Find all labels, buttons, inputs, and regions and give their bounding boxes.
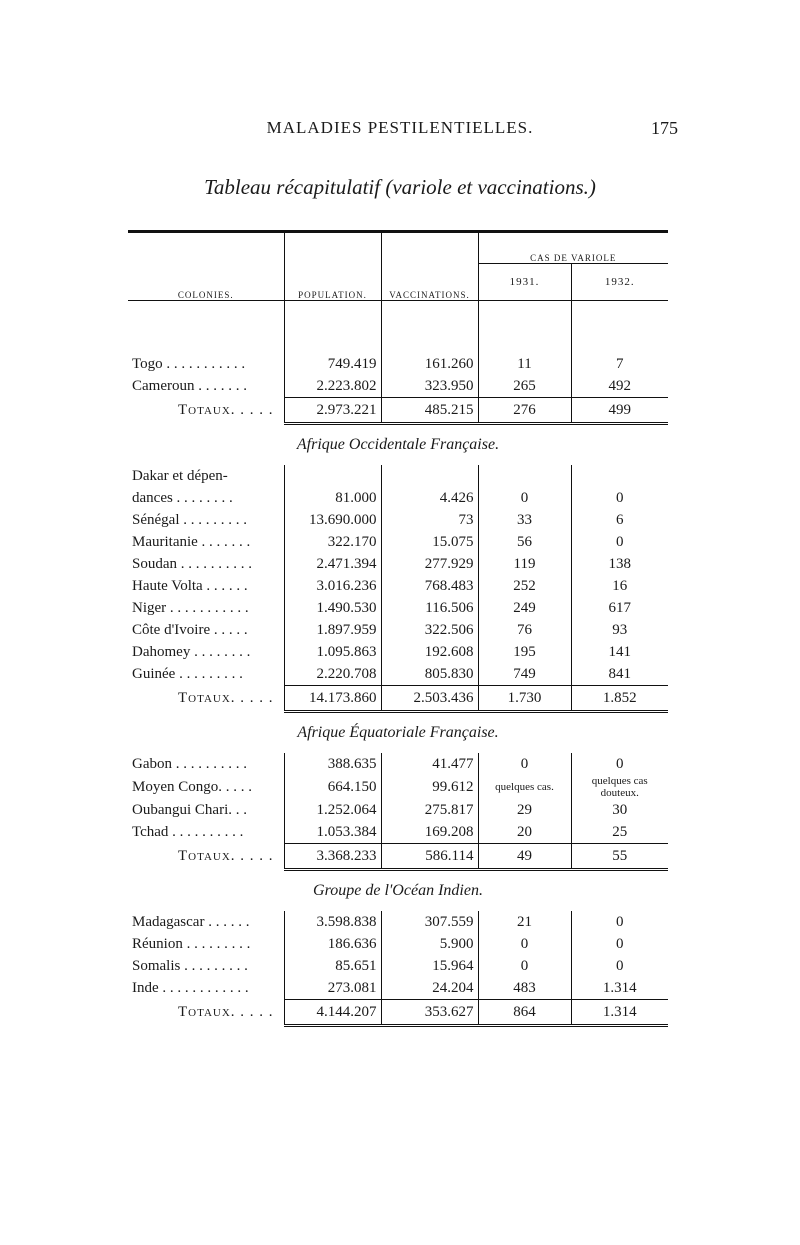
table-row	[128, 955, 668, 977]
cases-1932-value: 492	[571, 375, 668, 398]
vaccinations-value: 15.964	[381, 955, 478, 977]
population-value: 664.150	[284, 775, 381, 799]
vaccinations-value: 307.559	[381, 911, 478, 933]
table-row	[128, 375, 668, 398]
cases-1931-value: 749	[478, 663, 571, 686]
population-value: 186.636	[284, 933, 381, 955]
table-row	[128, 509, 668, 531]
total-cases-1931: 276	[478, 398, 571, 424]
population-value: 81.000	[284, 487, 381, 509]
cases-1931-value: 20	[478, 821, 571, 844]
total-cases-1932: 55	[571, 844, 668, 870]
population-value: 3.598.838	[284, 911, 381, 933]
cases-1931-value: 0	[478, 933, 571, 955]
total-population: 3.368.233	[284, 844, 381, 870]
population-value: 388.635	[284, 753, 381, 775]
table-row	[128, 753, 668, 775]
total-cases-1931: 49	[478, 844, 571, 870]
table-row	[128, 619, 668, 641]
vaccinations-value: 99.612	[381, 775, 478, 799]
section-title: Afrique Équatoriale Française.	[297, 724, 499, 741]
cases-1931-value: quelques cas.	[478, 775, 571, 799]
cases-1932-value: 25	[571, 821, 668, 844]
cases-1931-value: 0	[478, 955, 571, 977]
total-vaccinations: 586.114	[381, 844, 478, 870]
section-title: Groupe de l'Océan Indien.	[313, 882, 483, 899]
cases-1931-value: 0	[478, 753, 571, 775]
cases-1932-value: 30	[571, 799, 668, 821]
cases-1932-value: 7	[571, 353, 668, 375]
vaccinations-value: 116.506	[381, 597, 478, 619]
cases-1931-value: 33	[478, 509, 571, 531]
colony-name: Oubangui Chari. . .	[132, 801, 247, 818]
col-header-colonies: COLONIES.	[128, 232, 284, 301]
total-population: 2.973.221	[284, 398, 381, 424]
colony-name: Gabon . . . . . . . . . .	[132, 755, 247, 772]
colony-name: Niger . . . . . . . . . . .	[132, 599, 249, 616]
col-header-1932: 1932.	[571, 264, 668, 301]
page-header	[0, 118, 800, 142]
colony-name: Sénégal . . . . . . . . .	[132, 511, 247, 528]
population-value: 85.651	[284, 955, 381, 977]
colony-name: Côte d'Ivoire . . . . .	[132, 621, 248, 638]
table-row	[128, 487, 668, 509]
total-row	[128, 1000, 668, 1026]
vaccinations-value: 41.477	[381, 753, 478, 775]
total-label: Totaux. . . . .	[178, 848, 274, 864]
table-row	[128, 465, 668, 487]
table-row	[128, 775, 668, 799]
total-label: Totaux. . . . .	[178, 1004, 274, 1020]
table-row	[128, 933, 668, 955]
population-value: 1.897.959	[284, 619, 381, 641]
cases-1931-value: 252	[478, 575, 571, 597]
col-header-vaccinations: VACCINATIONS.	[381, 232, 478, 301]
population-value: 1.095.863	[284, 641, 381, 663]
table-row	[128, 597, 668, 619]
total-cases-1932: 1.314	[571, 1000, 668, 1026]
population-value: 1.252.064	[284, 799, 381, 821]
vaccinations-value: 24.204	[381, 977, 478, 1000]
population-value: 2.471.394	[284, 553, 381, 575]
cases-1932-value: 0	[571, 911, 668, 933]
colony-name: Réunion . . . . . . . . .	[132, 935, 251, 952]
vaccinations-value: 805.830	[381, 663, 478, 686]
vaccinations-value: 277.929	[381, 553, 478, 575]
running-title: MALADIES PESTILENTIELLES.	[266, 118, 534, 137]
section-title: Afrique Occidentale Française.	[296, 436, 500, 453]
colony-name: Togo . . . . . . . . . . .	[132, 355, 246, 372]
total-cases-1931: 864	[478, 1000, 571, 1026]
colony-name: Madagascar . . . . . .	[132, 913, 250, 930]
table-row	[128, 977, 668, 1000]
population-value: 273.081	[284, 977, 381, 1000]
vaccinations-value: 5.900	[381, 933, 478, 955]
population-value: 3.016.236	[284, 575, 381, 597]
cases-1932-value: 617	[571, 597, 668, 619]
table-row	[128, 641, 668, 663]
table-row	[128, 663, 668, 686]
col-header-population: POPULATION.	[284, 232, 381, 301]
col-header-cas-variole: CAS DE VARIOLE	[478, 232, 668, 264]
vaccinations-value	[381, 465, 478, 487]
cases-1932-value: 0	[571, 955, 668, 977]
col-header-1931: 1931.	[478, 264, 571, 301]
cases-1932-value: 0	[571, 531, 668, 553]
table-row	[128, 799, 668, 821]
cases-1932-value: 6	[571, 509, 668, 531]
table-row	[128, 353, 668, 375]
total-row	[128, 398, 668, 424]
colony-name: dances . . . . . . . .	[132, 489, 233, 506]
total-population: 14.173.860	[284, 686, 381, 712]
cases-1932-value: 841	[571, 663, 668, 686]
population-value: 2.220.708	[284, 663, 381, 686]
cases-1931-value: 265	[478, 375, 571, 398]
cases-1931-value: 11	[478, 353, 571, 375]
cases-1932-value: quelques cas douteux.	[571, 775, 668, 799]
total-vaccinations: 2.503.436	[381, 686, 478, 712]
colony-name: Moyen Congo. . . . .	[132, 778, 252, 795]
cases-1931-value: 56	[478, 531, 571, 553]
colony-name: Guinée . . . . . . . . .	[132, 665, 243, 682]
vaccinations-value: 322.506	[381, 619, 478, 641]
total-label: Totaux. . . . .	[178, 402, 274, 418]
cases-1931-value: 29	[478, 799, 571, 821]
population-value: 1.053.384	[284, 821, 381, 844]
population-value	[284, 465, 381, 487]
colony-name: Soudan . . . . . . . . . .	[132, 555, 252, 572]
table-row	[128, 575, 668, 597]
cases-1931-value: 249	[478, 597, 571, 619]
colony-name: Mauritanie . . . . . . .	[132, 533, 251, 550]
population-value: 2.223.802	[284, 375, 381, 398]
cases-1932-value: 0	[571, 933, 668, 955]
total-cases-1932: 499	[571, 398, 668, 424]
vaccinations-value: 192.608	[381, 641, 478, 663]
cases-1931-value: 119	[478, 553, 571, 575]
total-vaccinations: 485.215	[381, 398, 478, 424]
colony-name: Dahomey . . . . . . . .	[132, 643, 251, 660]
vaccinations-value: 275.817	[381, 799, 478, 821]
colony-name: Haute Volta . . . . . .	[132, 577, 248, 594]
page-number: 175	[651, 118, 678, 138]
vaccinations-value: 169.208	[381, 821, 478, 844]
vaccinations-value: 768.483	[381, 575, 478, 597]
table-row	[128, 553, 668, 575]
total-cases-1932: 1.852	[571, 686, 668, 712]
cases-1931-value: 76	[478, 619, 571, 641]
colony-name: Dakar et dépen-	[132, 467, 228, 484]
cases-1932-value: 93	[571, 619, 668, 641]
vaccinations-value: 323.950	[381, 375, 478, 398]
total-label: Totaux. . . . .	[178, 690, 274, 706]
smallpox-vaccination-table	[128, 230, 668, 1027]
vaccinations-value: 73	[381, 509, 478, 531]
vaccinations-value: 4.426	[381, 487, 478, 509]
table-caption: Tableau récapitulatif (variole et vaccinations.)	[204, 175, 596, 199]
colony-name: Inde . . . . . . . . . . . .	[132, 979, 249, 996]
total-row	[128, 686, 668, 712]
cases-1932-value: 138	[571, 553, 668, 575]
colony-name: Cameroun . . . . . . .	[132, 377, 247, 394]
table-row	[128, 911, 668, 933]
vaccinations-value: 15.075	[381, 531, 478, 553]
population-value: 749.419	[284, 353, 381, 375]
total-row	[128, 844, 668, 870]
cases-1931-value: 0	[478, 487, 571, 509]
cases-1932-value: 0	[571, 487, 668, 509]
cases-1931-value: 21	[478, 911, 571, 933]
total-cases-1931: 1.730	[478, 686, 571, 712]
table-row	[128, 821, 668, 844]
population-value: 1.490.530	[284, 597, 381, 619]
cases-1932-value: 0	[571, 753, 668, 775]
population-value: 13.690.000	[284, 509, 381, 531]
cases-1932-value: 16	[571, 575, 668, 597]
cases-1931-value: 195	[478, 641, 571, 663]
cases-1931-value: 483	[478, 977, 571, 1000]
total-population: 4.144.207	[284, 1000, 381, 1026]
population-value: 322.170	[284, 531, 381, 553]
cases-1932-value: 1.314	[571, 977, 668, 1000]
colony-name: Somalis . . . . . . . . .	[132, 957, 248, 974]
colony-name: Tchad . . . . . . . . . .	[132, 823, 244, 840]
cases-1932-value	[571, 465, 668, 487]
total-vaccinations: 353.627	[381, 1000, 478, 1026]
table-row	[128, 531, 668, 553]
vaccinations-value: 161.260	[381, 353, 478, 375]
cases-1931-value	[478, 465, 571, 487]
cases-1932-value: 141	[571, 641, 668, 663]
